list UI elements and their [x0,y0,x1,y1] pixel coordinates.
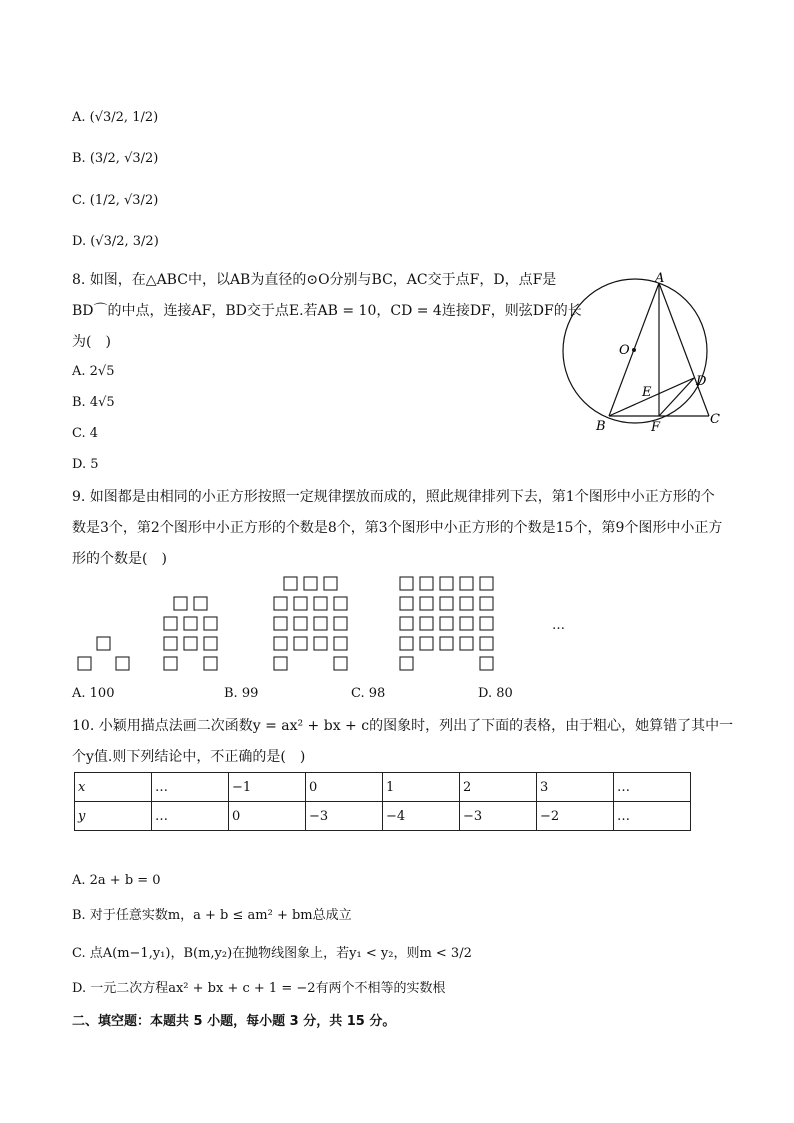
pattern-4-square [420,577,433,590]
pattern-3-square [314,617,327,630]
pattern-4-square [400,577,413,590]
q10-option-d: D. 一元二次方程ax² + bx + c + 1 = −2有两个不相等的实数根 [72,981,446,996]
q7-option-d: D. (√3/2, 3/2) [72,234,159,249]
cell-x-6: 3 [537,773,614,802]
pattern-4-square [480,617,493,630]
center-point [632,348,636,352]
pattern-2-square [164,657,177,670]
pattern-3-square [334,637,347,650]
q9-ellipsis: … [552,618,565,633]
q8-option-a: A. 2√5 [72,364,115,379]
pattern-3-square [274,597,287,610]
cell-y-3: −3 [306,802,383,831]
pattern-4-square [440,637,453,650]
q10-stem-line-2: 个y值.则下列结论中，不正确的是( ) [72,749,306,765]
pattern-3-square [324,577,337,590]
cell-x-1: … [152,773,229,802]
q9-option-a: A. 100 [72,686,115,701]
pattern-3-square [334,617,347,630]
pattern-2-square [164,637,177,650]
pattern-3-square [274,617,287,630]
pattern-4-square [440,577,453,590]
section-heading-fill-in: 二、填空题：本题共 5 小题，每小题 3 分，共 15 分。 [72,1014,396,1029]
pattern-4-square [480,577,493,590]
table-row-y [75,802,691,831]
pattern-4-square [440,597,453,610]
pattern-3-square [274,637,287,650]
pattern-4-square [460,617,473,630]
cell-x-2: −1 [229,773,306,802]
q10-stem-line-1: 10. 小颖用描点法画二次函数y = ax² + bx + c的图象时，列出了下面的表格，由于粗心，她算错了其中一 [72,718,734,734]
label-c: C [710,412,720,427]
q8-option-b: B. 4√5 [72,395,115,410]
pattern-3-square [294,637,307,650]
q7-option-b: B. (3/2, √3/2) [72,151,159,166]
pattern-4-square [440,617,453,630]
pattern-4-square [460,637,473,650]
label-d: D [696,374,707,389]
q7-option-a: A. (√3/2, 1/2) [72,110,159,125]
cell-x-3: 0 [306,773,383,802]
pattern-4-square [460,577,473,590]
pattern-2-square [204,657,217,670]
pattern-3-square [314,597,327,610]
q7-option-c: C. (1/2, √3/2) [72,193,159,208]
label-b: B [596,419,606,434]
q8-option-d: D. 5 [72,457,99,472]
pattern-4-square [420,617,433,630]
cell-y-6: −2 [537,802,614,831]
label-f: F [651,420,661,435]
pattern-4-square [400,657,413,670]
pattern-1-square [97,637,110,650]
pattern-3-square [334,597,347,610]
pattern-3-square [304,577,317,590]
q8-option-c: C. 4 [72,426,99,441]
q10-value-table [74,772,691,831]
pattern-2-square [194,597,207,610]
pattern-4-square [480,597,493,610]
q8-stem-line-1: 8. 如图，在△ABC中，以AB为直径的⊙O分别与BC，AC交于点F，D，点F是 [72,272,557,288]
q8-stem-line-3: 为( ) [72,334,111,350]
cell-y-4: −4 [383,802,460,831]
pattern-2-square [174,597,187,610]
q9-option-d: D. 80 [478,686,513,701]
table-row-x [75,773,691,802]
cell-y-7: … [614,802,691,831]
cell-x-5: 2 [460,773,537,802]
cell-y-2: 0 [229,802,306,831]
pattern-3-square [294,617,307,630]
q9-stem-line-1: 9. 如图都是由相同的小正方形按照一定规律摆放而成的，照此规律排列下去，第1个图形中小正方形的个 [72,489,715,505]
pattern-3-square [314,637,327,650]
q10-option-a: A. 2a + b = 0 [72,873,161,888]
segment-ac [659,283,709,416]
cell-y-1: … [152,802,229,831]
pattern-4-square [400,597,413,610]
pattern-4-square [460,597,473,610]
pattern-4-square [420,637,433,650]
cell-y-5: −3 [460,802,537,831]
pattern-3-square [334,657,347,670]
q9-option-c: C. 98 [351,686,386,701]
pattern-2-square [164,617,177,630]
label-e: E [642,385,652,400]
pattern-4-square [400,637,413,650]
pattern-2-square [184,617,197,630]
q8-stem-line-2: BD⌒的中点，连接AF，BD交于点E.若AB = 10，CD = 4连接DF，则弦DF的长 [72,303,582,319]
q9-stem-line-3: 形的个数是( ) [72,551,167,567]
q8-circle-figure [555,268,735,438]
pattern-1-square [116,657,129,670]
label-o: O [619,343,630,358]
pattern-4-square [480,637,493,650]
pattern-4-square [420,597,433,610]
pattern-3-square [274,657,287,670]
pattern-4-square [480,657,493,670]
label-a: A [655,271,665,286]
q9-stem-line-2: 数是3个，第2个图形中小正方形的个数是8个，第3个图形中小正方形的个数是15个，第9个图形中小正方 [72,520,723,536]
cell-x-header: x [75,773,152,802]
pattern-3-square [284,577,297,590]
q10-option-b: B. 对于任意实数m，a + b ≤ am² + bm总成立 [72,908,352,923]
q9-option-b: B. 99 [224,686,259,701]
q9-square-patterns [70,575,530,675]
pattern-2-square [184,637,197,650]
pattern-3-square [294,597,307,610]
pattern-4-square [400,617,413,630]
pattern-2-square [204,637,217,650]
cell-x-7: … [614,773,691,802]
pattern-1-square [78,657,91,670]
q10-option-c: C. 点A(m−1,y₁)，B(m,y₂)在抛物线图象上，若y₁ < y₂，则m < 3/2 [72,946,472,961]
pattern-2-square [204,617,217,630]
cell-x-4: 1 [383,773,460,802]
cell-y-header: y [75,802,152,831]
